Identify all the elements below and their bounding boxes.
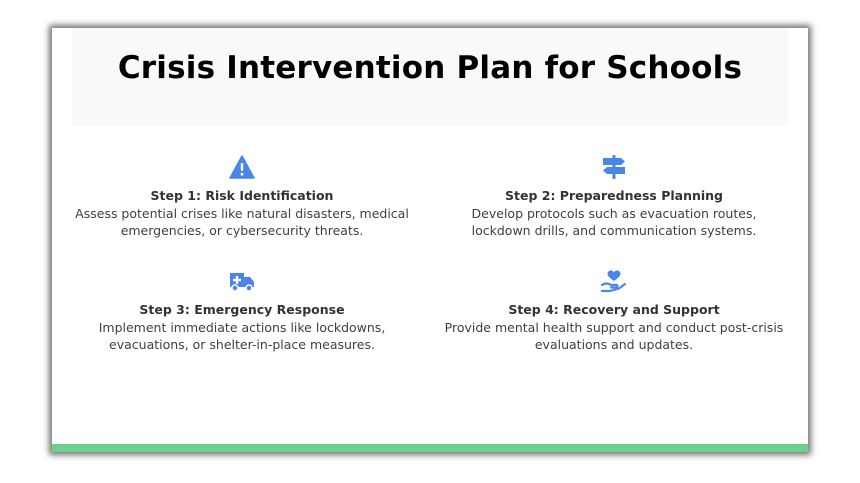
step-description-line: Provide mental health support and conduct post-crisis xyxy=(444,320,784,335)
step-2 xyxy=(429,152,799,239)
step-description xyxy=(429,205,799,239)
step-heading: Step 3: Emergency Response xyxy=(139,302,345,317)
slide xyxy=(52,28,808,452)
step-1 xyxy=(57,152,427,239)
ambulance-icon xyxy=(57,266,427,296)
step-description-line: emergencies, or cybersecurity threats. xyxy=(120,223,364,238)
signpost-icon xyxy=(429,152,799,182)
step-description-line: evaluations and updates. xyxy=(534,337,694,352)
footer-accent-bar xyxy=(52,444,808,452)
step-description-line: Develop protocols such as evacuation routes, xyxy=(471,206,757,221)
step-description xyxy=(429,319,799,353)
step-heading: Step 2: Preparedness Planning xyxy=(505,188,723,203)
step-heading: Step 4: Recovery and Support xyxy=(508,302,720,317)
step-description xyxy=(57,319,427,353)
step-4 xyxy=(429,266,799,353)
step-description xyxy=(57,205,427,239)
step-description-line: lockdown drills, and communication systems. xyxy=(471,223,757,238)
step-heading: Step 1: Risk Identification xyxy=(150,188,334,203)
step-description-line: evacuations, or shelter-in-place measures. xyxy=(109,337,375,352)
step-description-line: Implement immediate actions like lockdowns, xyxy=(98,320,386,335)
step-3 xyxy=(57,266,427,353)
heart-hand-icon xyxy=(429,266,799,296)
warning-triangle-icon xyxy=(57,152,427,182)
step-description-line: Assess potential crises like natural disasters, medical xyxy=(75,206,409,221)
slide-title: Crisis Intervention Plan for Schools xyxy=(117,50,743,86)
